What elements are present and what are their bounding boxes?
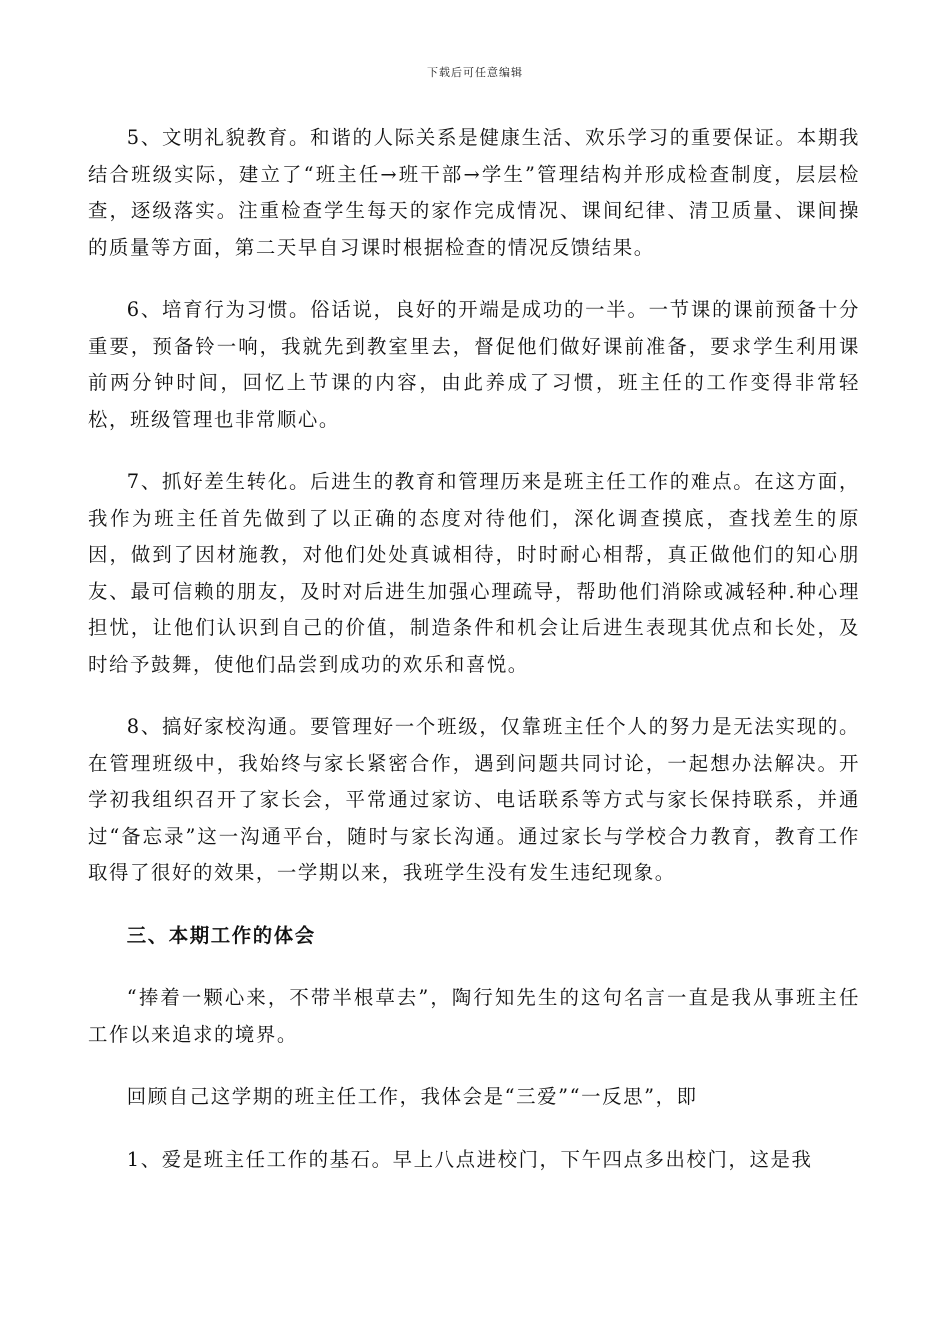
quote-paragraph: “捧着一颗心来，不带半根草去”，陶行知先生的这句名言一直是我从事班主任工作以来追求的境界。 [88, 986, 860, 1046]
paragraph-item-6: 6、培育行为习惯。俗话说，良好的开端是成功的一半。一节课的课前预备十分重要，预备铃一响，我就先到教室里去，督促他们做好课前准备，要求学生利用课前两分钟时间，回忆上节课的内容，由此养成了习惯，班主任的工作变得非常轻松，班级管理也非常顺心。 [88, 298, 860, 431]
paragraph-item-7: 7、抓好差生转化。后进生的教育和管理历来是班主任工作的难点。在这方面，我作为班主任首先做到了以正确的态度对待他们，深化调查摸底，查找差生的原因，做到了因材施教，对他们处处真诚相待，时时耐心相帮，真正做他们的知心朋友、最可信赖的朋友，及时对后进生加强心理疏导，帮助他们消除或减轻种.种心理担忧，让他们认识到自己的价值，制造条件和机会让后进生表现其优点和长处，及时给予鼓舞，使他们品尝到成功的欢乐和喜悦。 [88, 470, 860, 676]
header-note: 下载后可任意编辑 [427, 66, 523, 79]
paragraph-item-8: 8、搞好家校沟通。要管理好一个班级，仅靠班主任个人的努力是无法实现的。在管理班级中，我始终与家长紧密合作，遇到问题共同讨论，一起想办法解决。开学初我组织召开了家长会，平常通过家访、电话联系等方式与家长保持联系，并通过“备忘录”这一沟通平台，随时与家长沟通。通过家长与学校合力教育，教育工作取得了很好的效果，一学期以来，我班学生没有发生违纪现象。 [88, 715, 860, 884]
section-heading-3: 三、本期工作的体会 [126, 923, 316, 947]
paragraph-love-1: 1、爱是班主任工作的基石。早上八点进校门，下午四点多出校门，这是我 [126, 1147, 813, 1171]
review-paragraph: 回顾自己这学期的班主任工作，我体会是“三爱”“一反思”，即 [126, 1085, 698, 1108]
document-body [88, 120, 860, 1178]
paragraph-item-5: 5、文明礼貌教育。和谐的人际关系是健康生活、欢乐学习的重要保证。本期我结合班级实际，建立了“班主任→班干部→学生”管理结构并形成检查制度，层层检查，逐级落实。注重检查学生每天的家作完成情况、课间纪律、清卫质量、课间操的质量等方面，第二天早自习课时根据检查的情况反馈结果。 [88, 126, 860, 259]
